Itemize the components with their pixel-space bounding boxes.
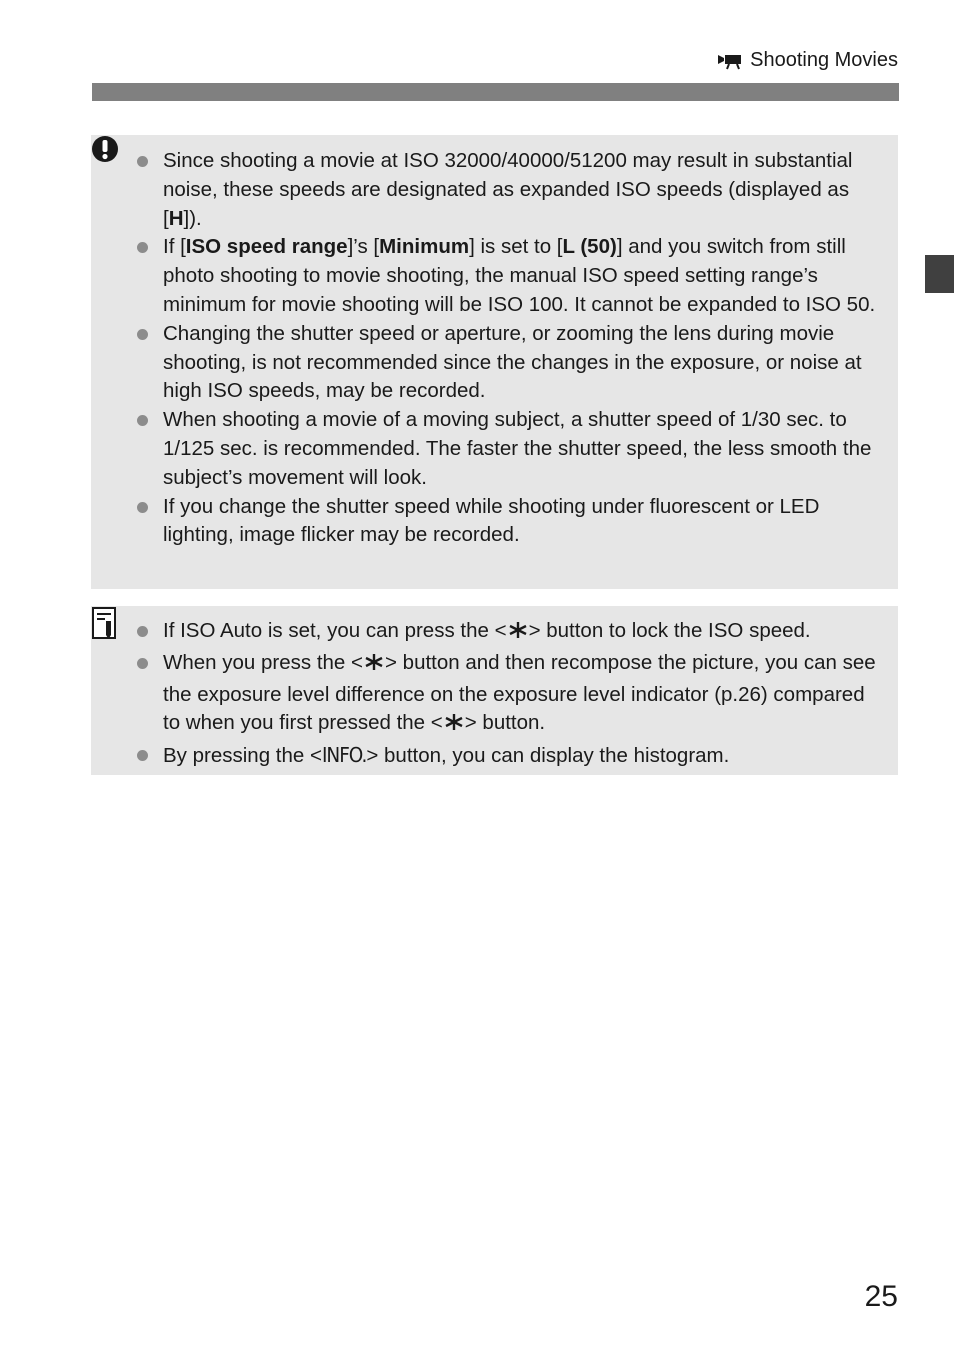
- section-title: Shooting Movies: [750, 49, 898, 71]
- header-rule: [92, 83, 899, 101]
- caution-item: If [ISO speed range]’s [Minimum] is set to [L (50)] and you switch from still photo shooting to movie shooting, the manual ISO speed setting range’s minimum for movie shooting will be ISO 100. It cannot be expanded to ISO 50.: [91, 233, 878, 319]
- note-item: If ISO Auto is set, you can press the < > button to lock the ISO speed.: [91, 617, 878, 649]
- note-item: When you press the < > button and then recompose the picture, you can see the exposure level difference on the exposure level indicator (p.26) compared to when you first pressed the < > button.: [91, 649, 878, 741]
- chapter-tab: [925, 255, 954, 293]
- caution-item: Since shooting a movie at ISO 32000/40000/51200 may result in substantial noise, these speeds are designated as expanded ISO speeds (displayed as [H]).: [91, 147, 878, 233]
- notes-box: [91, 606, 898, 775]
- info-button-label: INFO.: [321, 743, 367, 768]
- caution-item: Changing the shutter speed or aperture, or zooming the lens during movie shooting, is not recommended since the changes in the exposure, or noise at high ISO speeds, may be recorded.: [91, 320, 878, 406]
- note-item: By pressing the <INFO.> button, you can display the histogram.: [91, 741, 878, 771]
- running-header: [718, 49, 898, 72]
- ae-lock-icon: [364, 652, 384, 681]
- ae-lock-icon: [508, 620, 528, 649]
- page-number: 25: [864, 1280, 898, 1313]
- movie-camera-icon: [718, 52, 742, 70]
- caution-item: If you change the shutter speed while shooting under fluorescent or LED lighting, image flicker may be recorded.: [91, 493, 878, 551]
- ae-lock-icon: [444, 712, 464, 741]
- caution-item: When shooting a movie of a moving subject, a shutter speed of 1/30 sec. to 1/125 sec. is recommended. The faster the shutter speed, the less smooth the subject’s movement will look.: [91, 406, 878, 492]
- caution-box: [91, 135, 898, 589]
